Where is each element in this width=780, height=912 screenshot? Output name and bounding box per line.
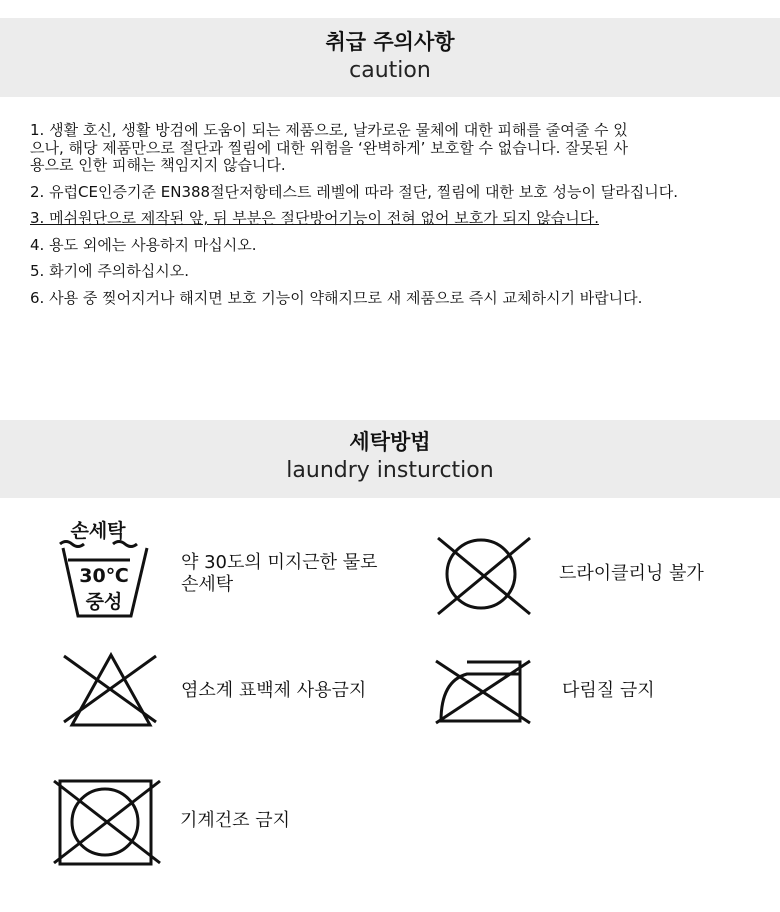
caution-item-4: 4. 용도 외에는 사용하지 마십시오. bbox=[30, 235, 257, 254]
caution-item-3-text: 3. 메쉬원단으로 제작된 앞, 뒤 부분은 절단방어기능이 전혀 없어 보호가 되지 않습니다. bbox=[30, 209, 599, 227]
no-iron-label: 다림질 금지 bbox=[562, 680, 655, 701]
no-bleach-label: 염소계 표백제 사용금지 bbox=[181, 680, 367, 701]
no-tumble-dry-label: 기계건조 금지 bbox=[180, 810, 291, 831]
care-no-dry-clean bbox=[430, 530, 760, 620]
caution-item-6: 6. 사용 중 찢어지거나 해지면 보호 기능이 약해지므로 새 제품으로 즉시 교체하시기 바랍니다. bbox=[30, 288, 643, 307]
no-tumble-dry-icon bbox=[50, 775, 165, 870]
caution-item-3 bbox=[30, 210, 770, 228]
laundry-header bbox=[0, 420, 780, 498]
caution-item-5: 5. 화기에 주의하십시오. bbox=[30, 262, 190, 280]
care-no-bleach bbox=[60, 650, 400, 730]
caution-list bbox=[30, 122, 770, 316]
hand-wash-temp-text: 30℃ bbox=[79, 565, 129, 587]
care-no-tumble-dry bbox=[50, 775, 390, 870]
hand-wash-bottom-text: 중성 bbox=[85, 591, 123, 613]
care-hand-wash bbox=[0, 510, 400, 620]
caution-subtitle: caution bbox=[349, 58, 431, 83]
no-iron-icon bbox=[430, 655, 540, 730]
hand-wash-label: 약 30도의 미지근한 물로 손세탁 bbox=[181, 552, 378, 595]
no-bleach-icon bbox=[60, 650, 170, 730]
caution-item-2: 2. 유럽CE인증기준 EN388절단저항테스트 레벨에 따라 절단, 찔림에 대한 보호 성능이 달라집니다. bbox=[30, 182, 678, 201]
laundry-title: 세탁방법 bbox=[349, 430, 431, 454]
no-dry-clean-icon bbox=[430, 530, 540, 620]
laundry-subtitle: laundry insturction bbox=[286, 458, 494, 483]
care-no-iron bbox=[430, 655, 760, 730]
caution-item-1: 1. 생활 호신, 생활 방검에 도움이 되는 제품으로, 날카로운 물체에 대한 피해를 줄여줄 수 있으나, 해당 제품만으로 절단과 찔림에 대한 위험을 ‘완벽하게’ 보호할 수 없습니다. 잘못된 사용으로 인한 피해는 책임지지 않습니다. bbox=[30, 121, 628, 174]
hand-wash-top-text: 손세탁 bbox=[70, 520, 126, 542]
caution-header bbox=[0, 18, 780, 97]
hand-wash-icon bbox=[0, 510, 180, 625]
caution-title: 취급 주의사항 bbox=[325, 30, 455, 54]
no-dry-clean-label: 드라이클리닝 불가 bbox=[559, 563, 704, 584]
